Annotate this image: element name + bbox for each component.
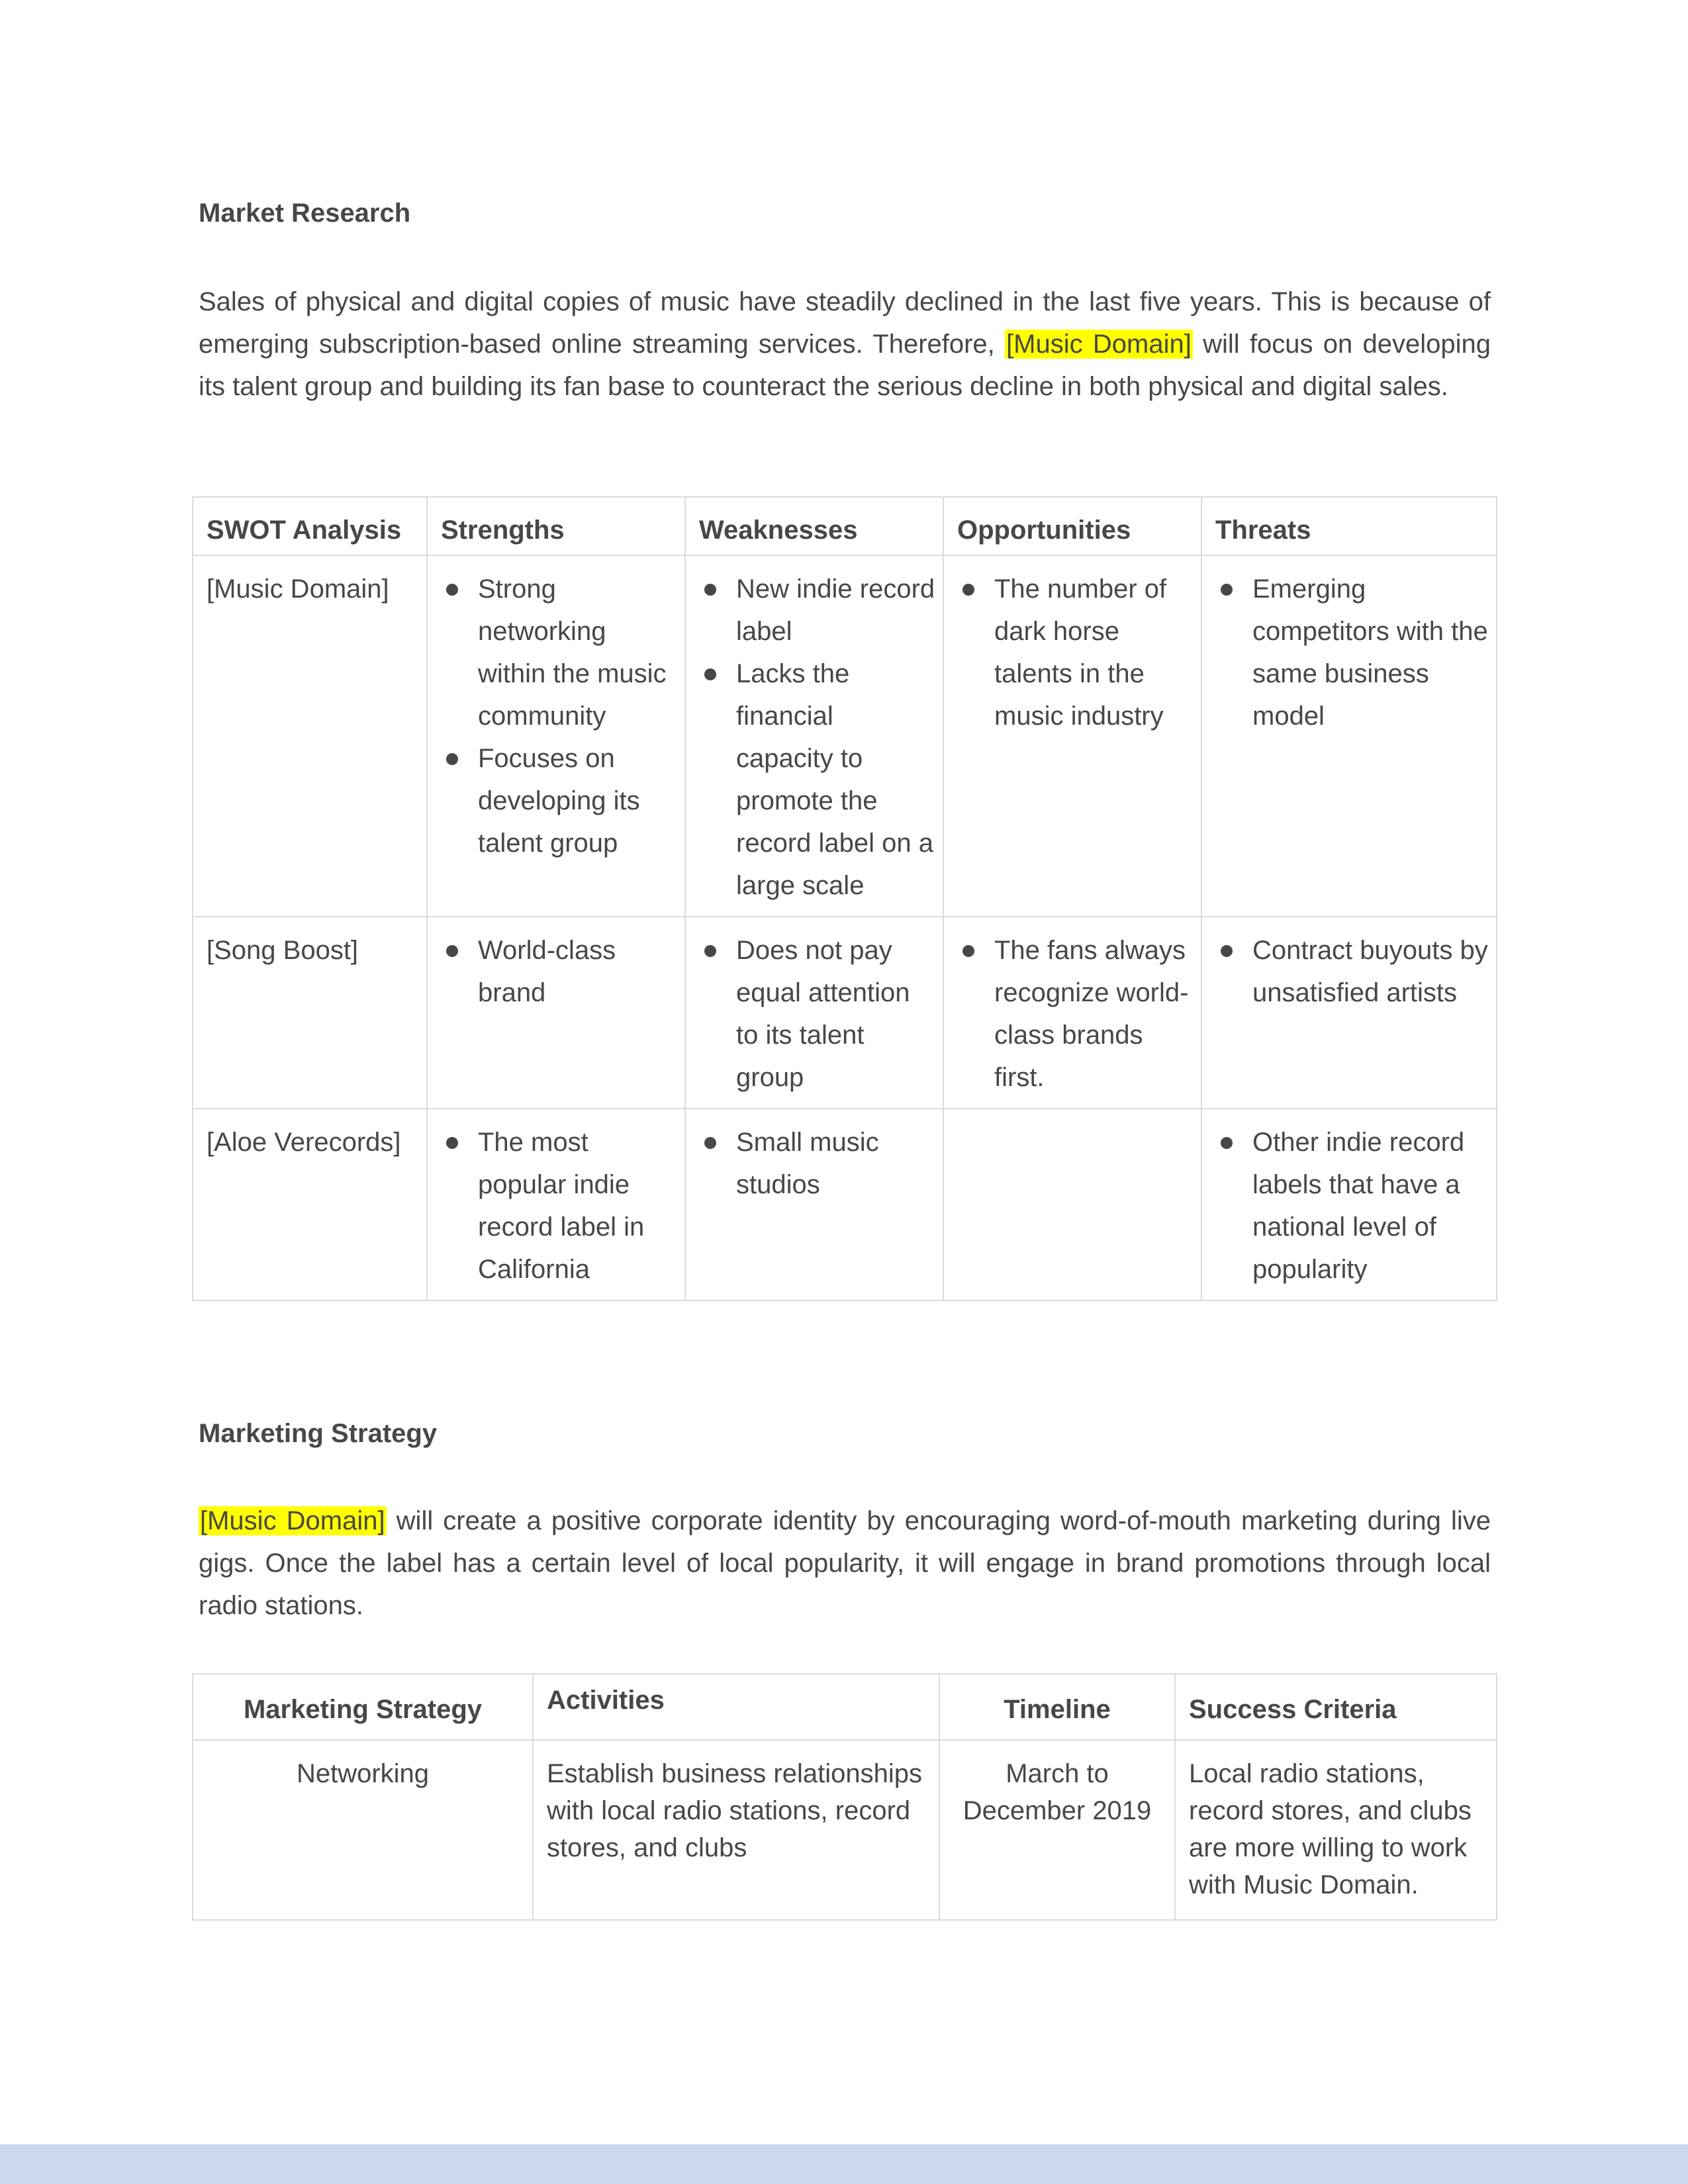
swot-row-name: [Music Domain] [193, 555, 427, 917]
swot-cell-strengths [427, 917, 685, 1109]
market-research-text-1: Sales of physical and digital copies of music have steadily declined in the last five years. This is because of emerging subscription-based online streaming services. Therefore, [199, 287, 1491, 359]
swot-list-item: The most popular indie record label in California [441, 1121, 678, 1291]
swot-list-item: Emerging competitors with the same business model [1215, 568, 1489, 737]
swot-cell-opportunities [943, 917, 1201, 1109]
marketing-header-timeline: Timeline [939, 1674, 1175, 1740]
swot-strengths-list [441, 568, 678, 864]
swot-cell-opportunities [943, 1109, 1201, 1300]
swot-list-item: World-class brand [441, 929, 678, 1014]
marketing-strategy-paragraph [199, 1500, 1491, 1627]
swot-header-weaknesses: Weaknesses [685, 497, 943, 555]
swot-weaknesses-list [699, 568, 936, 907]
swot-cell-threats [1201, 1109, 1497, 1300]
swot-threats-list [1215, 1121, 1489, 1291]
swot-threats-list [1215, 568, 1489, 737]
swot-weaknesses-list [699, 929, 936, 1099]
swot-list-item: Lacks the financial capacity to promote the record label on a large scale [699, 653, 936, 907]
swot-row [193, 1109, 1497, 1300]
swot-weaknesses-list [699, 1121, 936, 1206]
market-research-text-2: will focus on developing its talent group and building its fan base to counteract the serious decline in both physical and digital sales. [199, 330, 1491, 401]
marketing-header-activities: Activities [533, 1674, 939, 1740]
swot-header-analysis: SWOT Analysis [193, 497, 427, 555]
market-research-heading: Market Research [199, 199, 411, 228]
swot-cell-opportunities [943, 555, 1201, 917]
marketing-header-row [193, 1674, 1497, 1740]
swot-list-item: Contract buyouts by unsatisfied artists [1215, 929, 1489, 1014]
swot-list-item: Other indie record labels that have a national level of popularity [1215, 1121, 1489, 1291]
market-research-paragraph [199, 281, 1491, 408]
footer-band [0, 2144, 1688, 2184]
swot-row-name: [Song Boost] [193, 917, 427, 1109]
swot-list-item: Small music studios [699, 1121, 936, 1206]
swot-header-strengths: Strengths [427, 497, 685, 555]
swot-row-name: [Aloe Verecords] [193, 1109, 427, 1300]
swot-strengths-list [441, 929, 678, 1014]
swot-cell-weaknesses [685, 1109, 943, 1300]
swot-row [193, 917, 1497, 1109]
swot-table [192, 496, 1497, 1301]
swot-threats-list [1215, 929, 1489, 1014]
swot-list-item: Does not pay equal attention to its talent group [699, 929, 936, 1099]
marketing-strategy-text: will create a positive corporate identity by encouraging word-of-mouth marketing during live gigs. Once the label has a certain level of local popularity, it will engage in brand promotions through local radio stations. [199, 1506, 1491, 1620]
swot-cell-strengths [427, 555, 685, 917]
swot-cell-threats [1201, 917, 1497, 1109]
swot-strengths-list [441, 1121, 678, 1291]
swot-row [193, 555, 1497, 917]
marketing-cell-activities: Establish business relationships with local radio stations, record stores, and clubs [533, 1740, 939, 1920]
marketing-cell-strategy: Networking [193, 1740, 533, 1920]
swot-list-item: The number of dark horse talents in the music industry [957, 568, 1194, 737]
swot-cell-strengths [427, 1109, 685, 1300]
marketing-cell-criteria: Local radio stations, record stores, and clubs are more willing to work with Music Domain. [1175, 1740, 1497, 1920]
swot-header-opportunities: Opportunities [943, 497, 1201, 555]
marketing-header-criteria: Success Criteria [1175, 1674, 1497, 1740]
swot-list-item: Strong networking within the music community [441, 568, 678, 737]
swot-list-item: Focuses on developing its talent group [441, 737, 678, 864]
swot-cell-threats [1201, 555, 1497, 917]
music-domain-highlight: [Music Domain] [1006, 330, 1192, 359]
swot-header-threats: Threats [1201, 497, 1497, 555]
marketing-header-strategy: Marketing Strategy [193, 1674, 533, 1740]
marketing-strategy-heading: Marketing Strategy [199, 1419, 438, 1448]
swot-opportunities-list [957, 929, 1194, 1099]
swot-header-row [193, 497, 1497, 555]
swot-cell-weaknesses [685, 917, 943, 1109]
swot-opportunities-list [957, 568, 1194, 737]
marketing-table [192, 1673, 1497, 1921]
marketing-cell-timeline: March to December 2019 [939, 1740, 1175, 1920]
music-domain-highlight-2: [Music Domain] [200, 1506, 385, 1535]
swot-cell-weaknesses [685, 555, 943, 917]
swot-list-item: The fans always recognize world-class brands first. [957, 929, 1194, 1099]
marketing-row [193, 1740, 1497, 1920]
swot-list-item: New indie record label [699, 568, 936, 653]
